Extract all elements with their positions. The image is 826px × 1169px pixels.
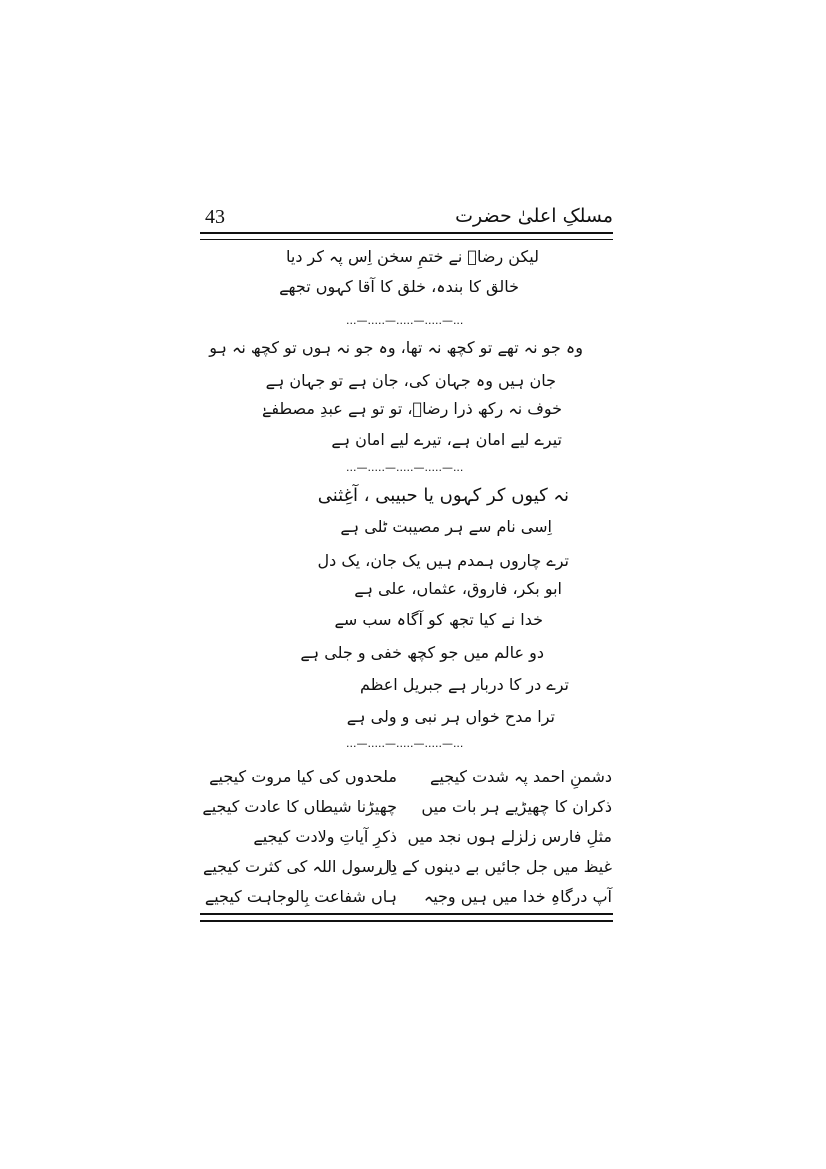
verse-line: ابو بکر، فاروق، عثماں، علی ہے [354,579,562,598]
couplet-left: ہاں شفاعت بِالوجاہت کیجیے [204,887,397,906]
verse-line: اِسی نام سے ہر مصیبت ٹلی ہے [340,517,552,536]
couplet-left: چھیڑنا شیطاں کا عادت کیجیے [202,797,397,816]
couplet-right: آپ درگاہِ خدا میں ہیں وجیہ [423,887,612,906]
header-rule [200,232,613,240]
separator: ...—.....—.....—.....—... [346,737,464,750]
couplet-right: دشمنِ احمد پہ شدت کیجیے [430,767,612,786]
verse-line: تیرے لیے امان ہے، تیرے لیے امان ہے [331,430,562,449]
verse-line: ترے در کا دربار ہے جبریل اعظم [359,675,569,694]
separator: ...—.....—.....—.....—... [346,314,464,327]
verse-line: نہ کیوں کر کہوں یا حبیبی ، آغِثنی [317,485,569,506]
running-title: مسلکِ اعلیٰ حضرت [455,205,613,227]
verse-line: خدا نے کیا تجھ کو آگاہ سب سے [334,610,543,629]
verse-line: خوف نہ رکھ ذرا رضاؔ، تو تو ہے عبدِ مصطفےٰ [261,399,562,418]
verse-line: دو عالم میں جو کچھ خفی و جلی ہے [300,643,544,662]
couplet-left: ذکرِ آیاتِ ولادت کیجیے [253,827,397,846]
verse-line: خالق کا بندہ، خلق کا آقا کہوں تجھے [279,277,519,296]
verse-line: ترے چاروں ہمدم ہیں یک جان، یک دل [317,551,569,570]
verse-line: لیکن رضاؔ نے ختمِ سخن اِس پہ کر دیا [285,247,539,266]
separator: ...—.....—.....—.....—... [346,461,464,474]
couplet-left: ملحدوں کی کیا مروت کیجیے [209,767,397,786]
couplet-right: غیظ میں جل جائیں بے دینوں کے دِل [378,857,612,876]
footer-rule [200,913,613,922]
page-number: 43 [205,206,225,228]
couplet-right: ذکران کا چھیڑیے ہر بات میں [421,797,612,816]
verse-line: وہ جو نہ تھے تو کچھ نہ تھا، وہ جو نہ ہوں تو کچھ نہ ہو [209,338,583,357]
couplet-left: یا رسول اللہ کی کثرت کیجیے [202,857,397,876]
couplet-right: مثلِ فارس زلزلے ہوں نجد میں [407,827,612,846]
verse-line: ترا مدح خواں ہر نبی و ولی ہے [346,707,555,726]
verse-line: جان ہیں وہ جہان کی، جان ہے تو جہان ہے [265,371,556,390]
